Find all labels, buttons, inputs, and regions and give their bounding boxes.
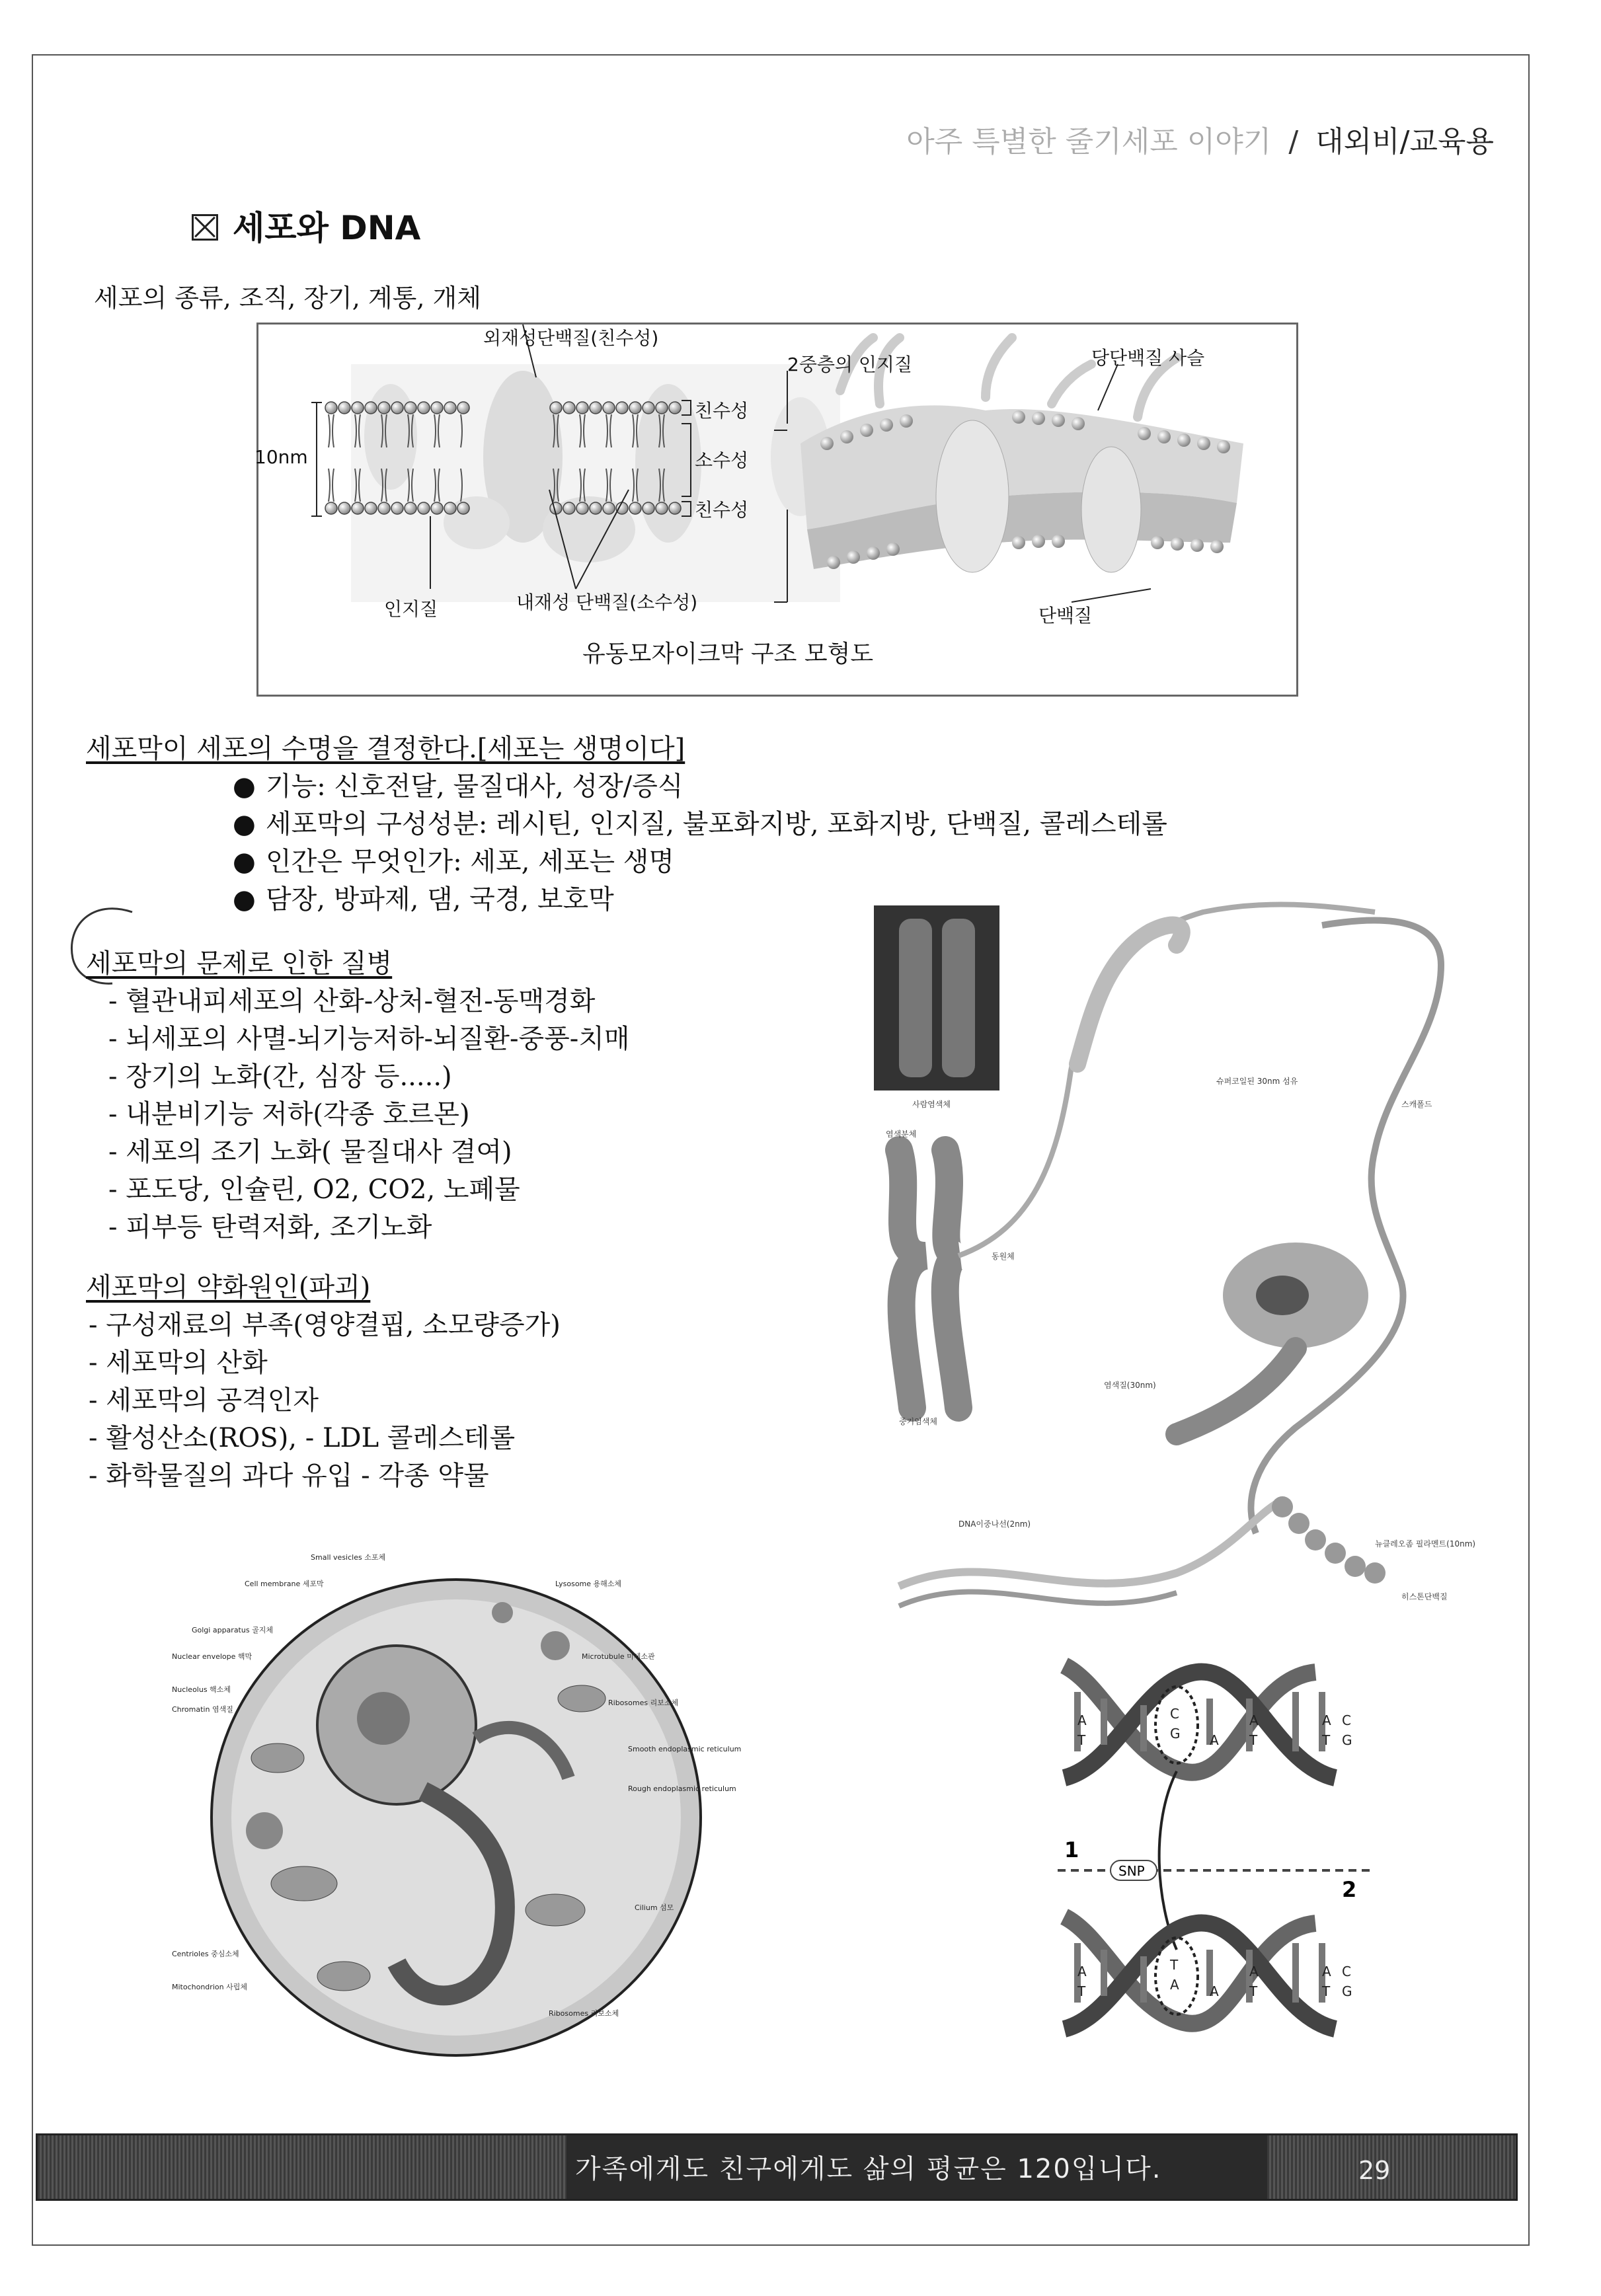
cell-label-smooth-er: Smooth endoplasmic reticulum: [628, 1745, 742, 1753]
membrane-disease-section: [86, 945, 866, 1246]
cell-label-cilium: Cilium 섬모: [635, 1903, 674, 1912]
base-top: A: [1322, 1712, 1331, 1728]
list-item: - 내분비기능 저하(각종 호르몬): [108, 1096, 866, 1133]
membrane-diagram: [254, 325, 1296, 695]
cell-label-rough-er: Rough endoplasmic reticulum: [628, 1784, 736, 1793]
base-bottom: G: [1342, 1983, 1352, 1999]
chromo-label-chromatid: 염색분체: [886, 1129, 917, 1139]
base-top: T: [1322, 1732, 1331, 1748]
dna-helix-2: [1064, 1917, 1335, 2029]
checkbox-icon: [192, 214, 218, 241]
chromo-label-scaffold: 스캐폴드: [1401, 1100, 1432, 1109]
base-bottom: T: [1249, 1983, 1258, 1999]
cell-label-golgi: Golgi apparatus 골지체: [192, 1626, 273, 1634]
base-bottom: A: [1322, 1964, 1331, 1979]
list-item: ● 기능: 신호전달, 물질대사, 성장/증식: [233, 768, 1355, 806]
chromo-label-centromere: 동원체: [992, 1252, 1015, 1261]
series-title: 아주 특별한 줄기세포 이야기: [906, 125, 1272, 159]
chromosome-figure: [859, 886, 1494, 1679]
cell-label-ribosomes: Ribosomes 리보소체: [608, 1699, 679, 1707]
label-hydrophobic: 소수성: [695, 449, 749, 471]
membrane-weakening-heading: 세포막의 약화원인(파괴): [86, 1272, 371, 1303]
section-title: [192, 202, 420, 249]
chromo-label-supercoil: 슈퍼코일된 30nm 섬유: [1216, 1077, 1298, 1086]
list-item: - 뇌세포의 사멸-뇌기능저하-뇌질환-중풍-치매: [108, 1020, 866, 1058]
label-protein: 단백질: [1038, 605, 1093, 627]
cell-label-chromatin: Chromatin 염색질: [172, 1705, 233, 1714]
base-top: T: [1249, 1732, 1258, 1748]
membrane-disease-heading: 세포막의 문제로 인한 질병: [86, 948, 393, 979]
cell-label-centrioles: Centrioles 중심소체: [172, 1950, 239, 1958]
list-item: - 구성재료의 부족(영양결핍, 소모량증가): [89, 1307, 866, 1344]
base-top: A: [1210, 1732, 1219, 1748]
cell-figure: [145, 1540, 742, 2088]
audience-label: 대외비/교육용: [1315, 125, 1494, 159]
fluid-mosaic-figure: [256, 323, 1298, 697]
membrane-3d: [774, 338, 1243, 602]
label-glycoprotein: 당단백질 사슬: [1091, 347, 1205, 369]
base-top: A: [1249, 1712, 1259, 1728]
footer-slogan: 가족에게도 친구에게도 삶의 평균은 120입니다.: [575, 2154, 1162, 2184]
list-item: ● 세포막의 구성성분: 레시틴, 인지질, 불포화지방, 포화지방, 단백질, 콜레스테롤: [233, 806, 1355, 843]
intro-line: 세포의 종류, 조직, 장기, 계통, 개체: [94, 284, 481, 313]
membrane-life-heading: 세포막이 세포의 수명을 결정한다.[세포는 생명이다]: [86, 734, 685, 764]
list-item: - 세포막의 산화: [89, 1344, 866, 1382]
base-bottom: A: [1170, 1977, 1179, 1993]
label-hydrophilic-top: 친수성: [695, 400, 749, 422]
list-item: - 화학물질의 과다 유입 - 각종 약물: [89, 1457, 866, 1495]
label-scale: 10nm: [254, 446, 308, 468]
label-hydrophilic-bottom: 친수성: [695, 499, 749, 521]
dna-helix-1: [1064, 1665, 1335, 1778]
cell-label-mitochondrion: Mitochondrion 사립체: [172, 1983, 247, 1991]
chromo-label-human: 사람염색체: [912, 1100, 951, 1109]
base-top: C: [1170, 1706, 1179, 1722]
base-bottom: T: [1322, 1983, 1331, 1999]
base-top: T: [1077, 1732, 1086, 1748]
cell-label-small-vesicles: Small vesicles 소포체: [311, 1553, 386, 1562]
list-item: - 세포막의 공격인자: [89, 1382, 866, 1420]
chromo-label-dna: DNA이중나선(2nm): [958, 1519, 1031, 1529]
header-separator: /: [1288, 125, 1299, 159]
cell-label-ribosomes-2: Ribosomes 리보소체: [549, 2009, 619, 2018]
base-top: C: [1342, 1712, 1351, 1728]
label-bilayer: 2중층의 인지질: [787, 354, 913, 375]
figure-caption: 유동모자이크막 구조 모형도: [582, 640, 874, 668]
page-header: [879, 118, 1494, 160]
label-top-protein: 외재성단백질(친수성): [483, 327, 659, 349]
membrane-weakening-section: [86, 1269, 866, 1495]
base-top: G: [1170, 1726, 1181, 1741]
cell-label-microtubule: Microtubule 미세소관: [582, 1652, 655, 1661]
membrane-disease-list: [108, 983, 866, 1246]
base-top: A: [1077, 1712, 1087, 1728]
label-internal-protein: 내재성 단백질(소수성): [516, 592, 698, 613]
schematic-bilayer: [311, 325, 840, 602]
base-bottom: C: [1342, 1964, 1351, 1979]
base-bottom: A: [1210, 1983, 1219, 1999]
list-item: - 활성산소(ROS), - LDL 콜레스테롤: [89, 1420, 866, 1457]
base-bottom: T: [1170, 1957, 1179, 1973]
cell-label-nuclear-envelope: Nuclear envelope 핵막: [172, 1652, 253, 1661]
base-bottom: A: [1077, 1964, 1087, 1979]
base-top: G: [1342, 1732, 1352, 1748]
list-item: ● 담장, 방파제, 댐, 국경, 보호막: [233, 881, 1355, 919]
section-title-text: 세포와 DNA: [233, 209, 421, 247]
membrane-weakening-list: [89, 1307, 866, 1495]
chromo-label-histone: 히스톤단백질: [1401, 1592, 1448, 1601]
list-item: - 피부등 탄력저화, 조기노화: [108, 1209, 866, 1246]
cell-label-lysosome: Lysosome 용해소체: [555, 1580, 622, 1588]
list-item: ● 인간은 무엇인가: 세포, 세포는 생명: [233, 843, 1355, 881]
base-bottom: T: [1077, 1983, 1086, 1999]
strand-2-label: 2: [1342, 1877, 1357, 1902]
list-item: - 혈관내피세포의 산화-상처-혈전-동맥경화: [108, 983, 866, 1020]
strand-1-label: 1: [1064, 1837, 1079, 1862]
base-bottom: A: [1249, 1964, 1259, 1979]
chromo-label-metaphase: 중기염색체: [899, 1417, 937, 1426]
list-item: - 장기의 노화(간, 심장 등.....): [108, 1058, 866, 1096]
snp-figure: [1051, 1665, 1382, 2062]
page-number: 29: [1358, 2156, 1391, 2185]
cell-label-cell-membrane: Cell membrane 세포막: [245, 1580, 324, 1588]
list-item: - 포도당, 인슐린, O2, CO2, 노폐물: [108, 1171, 866, 1209]
chromo-label-nucleosome: 뉴클레오좀 필라멘트(10nm): [1375, 1539, 1476, 1549]
chromo-label-chromatin: 염색질(30nm): [1104, 1381, 1156, 1390]
cell-label-nucleolus: Nucleolus 핵소체: [172, 1685, 231, 1694]
list-item: - 세포의 조기 노화( 물질대사 결여): [108, 1133, 866, 1171]
snp-label: SNP: [1118, 1863, 1145, 1879]
label-phospholipid: 인지질: [384, 598, 438, 620]
